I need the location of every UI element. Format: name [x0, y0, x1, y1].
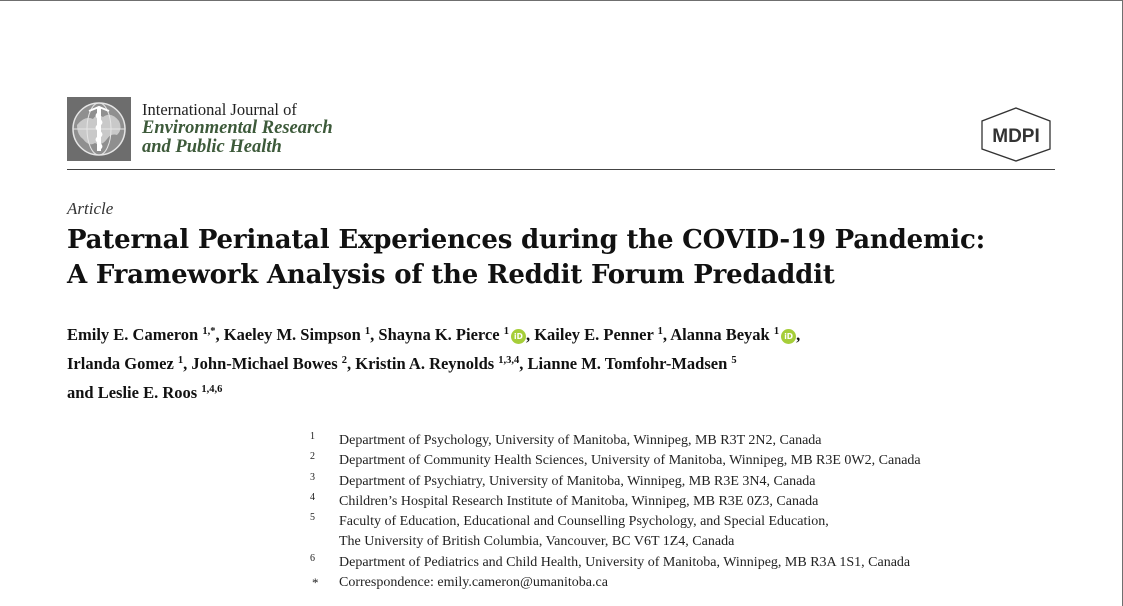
affiliation-list [310, 431, 1110, 593]
author-affiliation-sup: 1 [503, 326, 509, 337]
author-affiliation-sup: 1 [364, 326, 371, 337]
affiliation-text: Department of Psychiatry, University of Manitoba, Winnipeg, MB R3E 3N4, Canada [339, 473, 816, 489]
affiliation-number: 6 [310, 552, 315, 564]
affiliation-text: Department of Psychology, University of Manitoba, Winnipeg, MB R3T 2N2, Canada [339, 433, 822, 448]
author-name-text: Kaeley M. Simpson [223, 325, 365, 344]
mdpi-logo-icon [974, 106, 1058, 162]
author-affiliation-sup: 1,* [202, 326, 216, 337]
article-type-label: Article [67, 199, 114, 218]
affiliation-number: 1 [310, 431, 315, 442]
author-name-text: Shayna K. Pierce [378, 325, 504, 344]
publisher-logo-text: MDPI [992, 126, 1040, 147]
author-name[interactable] [67, 383, 222, 402]
affiliation-number: 5 [310, 512, 315, 524]
affiliation-number: 3 [310, 471, 315, 483]
author-name-text: Lianne M. Tomfohr-Madsen [527, 354, 732, 373]
journal-name-line: and Public Health [142, 137, 282, 157]
author-name[interactable] [67, 354, 183, 373]
title-line-2: A Framework Analysis of the Reddit Forum Predaddit [67, 260, 835, 290]
affiliation-text: Department of Pediatrics and Child Health, University of Manitoba, Winnipeg, MB R3A 1S1, Canada [339, 554, 911, 570]
affiliation-item [310, 492, 1110, 512]
header-divider [67, 169, 1055, 170]
author-affiliation-sup: 1,4,6 [201, 384, 223, 395]
correspondence-email[interactable]: Correspondence: emily.cameron@umanitoba.ca [339, 575, 608, 591]
affiliation-text: Department of Community Health Sciences, University of Manitoba, Winnipeg, MB R3E 0W2, Canada [339, 453, 921, 469]
orcid-icon[interactable]: iD [511, 329, 526, 344]
affiliation-item [310, 512, 1110, 553]
author-name-text: Emily E. Cameron [67, 325, 203, 344]
author-name[interactable] [224, 325, 370, 344]
author-name[interactable] [528, 354, 737, 373]
author-name-text: Alanna Beyak [670, 325, 774, 344]
journal-logo-icon [67, 97, 131, 161]
correspondence [310, 573, 1110, 593]
affiliation-item [310, 472, 1110, 492]
affiliation-text: Children’s Hospital Research Institute of Manitoba, Winnipeg, MB R3E 0Z3, Canada [339, 493, 819, 509]
journal-name-line: Environmental Research [142, 118, 333, 138]
journal-prefix: International Journal of [142, 100, 297, 119]
author-name-text: Irlanda Gomez [67, 354, 178, 373]
affiliation-text: The University of British Columbia, Vancouver, BC V6T 1Z4, Canada [339, 534, 735, 550]
author-name[interactable] [67, 325, 216, 344]
title-line-1: Paternal Perinatal Experiences during the COVID-19 Pandemic: [67, 225, 985, 255]
author-name-text: Kailey E. Penner [534, 325, 658, 344]
affiliation-item [310, 451, 1110, 471]
correspondence-marker: * [312, 575, 319, 591]
orcid-icon[interactable]: iD [781, 329, 796, 344]
author-name[interactable] [378, 325, 526, 344]
affiliation-number: 2 [310, 451, 315, 463]
affiliation-text: Faculty of Education, Educational and Counselling Psychology, and Special Education, [339, 514, 829, 530]
author-affiliation-sup: 1 [657, 326, 663, 337]
author-affiliation-sup: 1 [773, 326, 780, 337]
author-name[interactable] [355, 354, 519, 373]
affiliation-item [310, 553, 1110, 573]
author-affiliation-sup: 5 [731, 355, 737, 366]
author-name-text: John-Michael Bowes [191, 354, 342, 373]
author-list: Emily E. Cameron $^{1,*}$, Kaeley M. Simpson $^1$, Shayna K. Pierce $^1$ iD , Kailey E. Penner $^1$, Alanna Beyak $^1$ iD , Irlanda Gomez $^1$, John-Michael Bowes $^2$, Kristin A. Reynolds $^{1,3,4}$, Lianne M. Tomfohr-Madsen $^5$ and Leslie E. Roos $^{1,4,6}$ [67, 325, 801, 402]
journal-name [142, 119, 333, 157]
author-affiliation-sup: 1 [177, 355, 184, 366]
author-affiliation-sup: 1,3,4 [498, 355, 520, 366]
author-name-text: and Leslie E. Roos [67, 383, 202, 402]
affiliation-number: 4 [310, 491, 315, 503]
author-affiliation-sup: 2 [341, 355, 348, 366]
article-title [67, 223, 1117, 293]
affiliation-item [310, 431, 1110, 451]
author-name-text: Kristin A. Reynolds [355, 354, 499, 373]
author-name[interactable] [191, 354, 347, 373]
author-name[interactable] [670, 325, 796, 344]
author-name[interactable] [534, 325, 663, 344]
